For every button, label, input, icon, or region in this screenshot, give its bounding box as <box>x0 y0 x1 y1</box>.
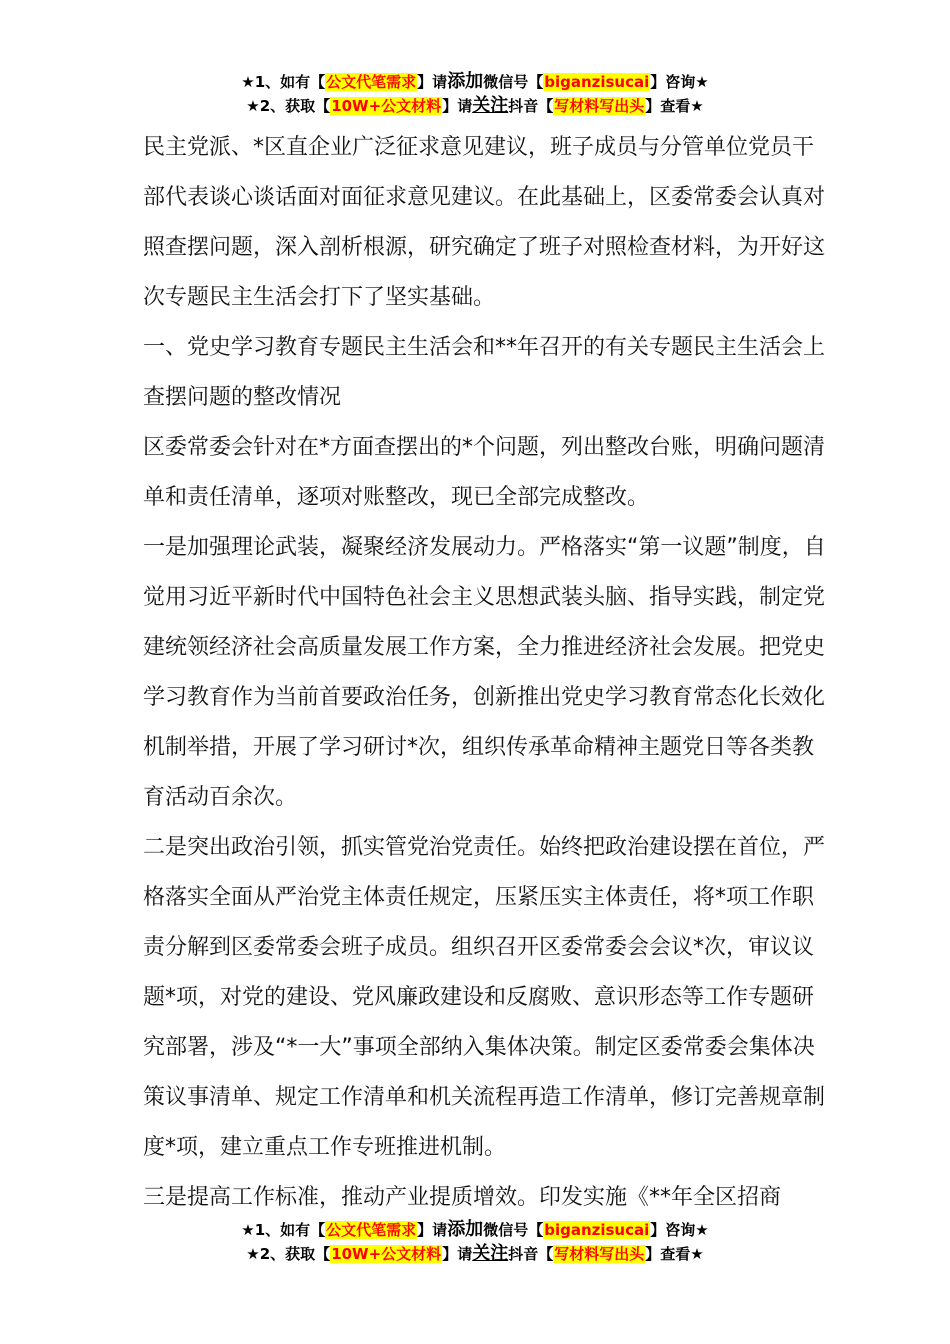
promo-highlight: 10W+公文材料 <box>331 1245 442 1263</box>
promo-emphasis: 添加 <box>447 1219 484 1240</box>
promo-text: 1、如有【 <box>254 73 326 91</box>
promo-highlight: 公文代笔需求 <box>326 73 417 91</box>
paragraph: 民主党派、*区直企业广泛征求意见建议，班子成员与分管单位党员干部代表谈心谈话面对面征求意见建议。在此基础上，区委常委会认真对照查摆问题，深入剖析根源，研究确定了班子对照检查材料，为开好这次专题民主生活会打下了坚实基础。 <box>143 135 826 310</box>
promo-text: 微信号【 <box>483 1221 544 1239</box>
wechat-id-highlight: biganzisucai <box>544 73 650 91</box>
promo-text: 】请 <box>442 97 473 115</box>
promo-text: 】查看★ <box>645 97 704 115</box>
promo-text: 2、获取【 <box>259 1245 331 1263</box>
promo-banner-top <box>0 70 950 118</box>
promo-text: 抖音【 <box>508 97 554 115</box>
promo-text: 微信号【 <box>483 73 544 91</box>
douyin-id-highlight: 写材料写出头 <box>554 1245 645 1263</box>
promo-highlight: 10W+公文材料 <box>331 97 442 115</box>
promo-text: 抖音【 <box>508 1245 554 1263</box>
promo-emphasis: 添加 <box>447 71 484 92</box>
star-icon: ★ <box>246 97 260 115</box>
promo-text: 】查看★ <box>645 1245 704 1263</box>
star-icon: ★ <box>246 1245 260 1263</box>
promo-line-2 <box>0 1242 950 1266</box>
document-body <box>143 123 833 1223</box>
promo-text: 】请 <box>417 73 448 91</box>
star-icon: ★ <box>241 73 255 91</box>
paragraph: 三是提高工作标准，推动产业提质增效。印发实施《**年全区招商 <box>143 1185 782 1210</box>
promo-text: 1、如有【 <box>254 1221 326 1239</box>
promo-highlight: 公文代笔需求 <box>326 1221 417 1239</box>
promo-emphasis: 关注 <box>472 95 509 116</box>
promo-text: 】请 <box>417 1221 448 1239</box>
promo-line-2 <box>0 94 950 118</box>
paragraph: 二是突出政治引领，抓实管党治党责任。始终把政治建设摆在首位，严格落实全面从严治党主体责任规定，压紧压实主体责任，将*项工作职责分解到区委常委会班子成员。组织召开区委常委会会议*次，审议议题*项，对党的建设、党风廉政建设和反腐败、意识形态等工作专题研究部署，涉及“*一大”事项全部纳入集体决策。制定区委常委会集体决策议事清单、规定工作清单和机关流程再造工作清单，修订完善规章制度*项，建立重点工作专班推进机制。 <box>143 835 826 1160</box>
promo-emphasis: 关注 <box>472 1243 509 1264</box>
promo-text: 】咨询★ <box>650 73 709 91</box>
promo-line-1 <box>0 1218 950 1242</box>
section-heading: 一、党史学习教育专题民主生活会和**年召开的有关专题民主生活会上查摆问题的整改情况 <box>143 335 826 410</box>
promo-text: 2、获取【 <box>259 97 331 115</box>
promo-text: 】咨询★ <box>650 1221 709 1239</box>
promo-line-1 <box>0 70 950 94</box>
star-icon: ★ <box>241 1221 255 1239</box>
paragraph: 一是加强理论武装，凝聚经济发展动力。严格落实“第一议题”制度，自觉用习近平新时代中国特色社会主义思想武装头脑、指导实践，制定党建统领经济社会高质量发展工作方案，全力推进经济社会发展。把党史学习教育作为当前首要政治任务，创新推出党史学习教育常态化长效化机制举措，开展了学习研讨*次，组织传承革命精神主题党日等各类教育活动百余次。 <box>143 535 826 810</box>
paragraph: 区委常委会针对在*方面查摆出的*个问题，列出整改台账，明确问题清单和责任清单，逐项对账整改，现已全部完成整改。 <box>143 435 826 510</box>
douyin-id-highlight: 写材料写出头 <box>554 97 645 115</box>
promo-banner-bottom <box>0 1218 950 1266</box>
wechat-id-highlight: biganzisucai <box>544 1221 650 1239</box>
promo-text: 】请 <box>442 1245 473 1263</box>
